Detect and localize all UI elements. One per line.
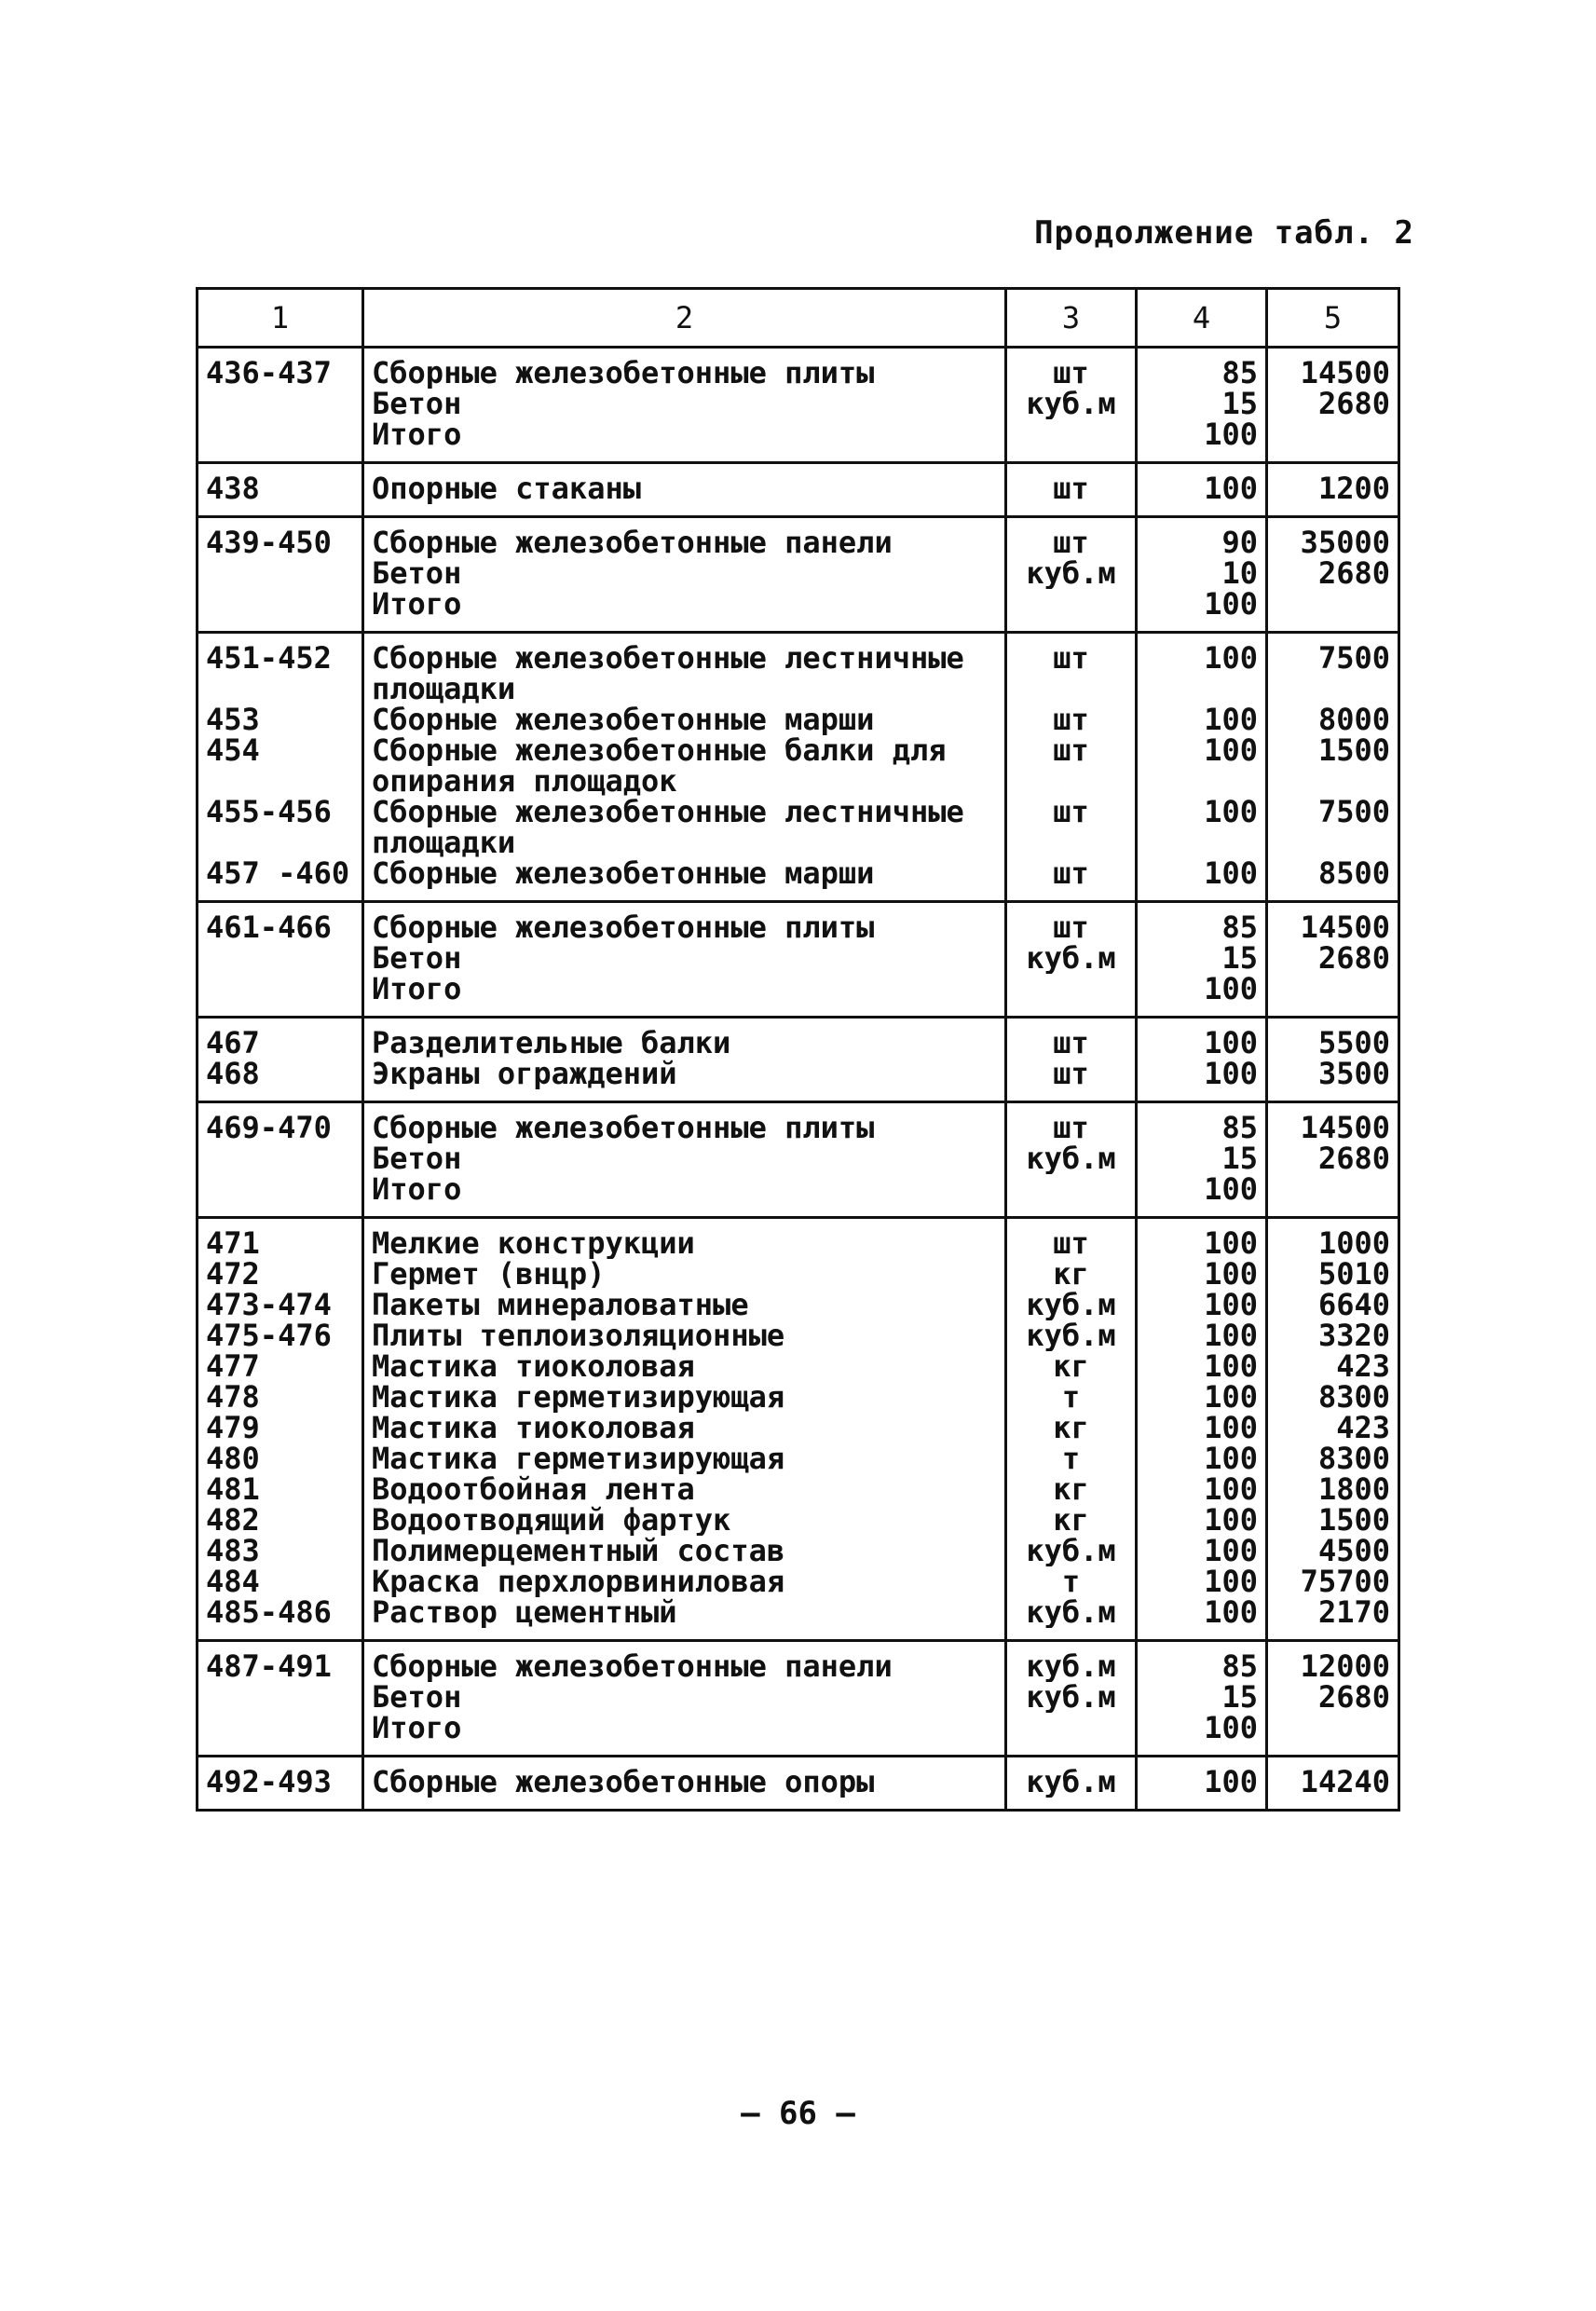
item-name-line: Бетон	[372, 1682, 462, 1713]
percent-line: 100	[1204, 1259, 1258, 1290]
price-line: 8300	[1317, 1443, 1390, 1474]
price-line: 1500	[1317, 1505, 1390, 1536]
header-col-3: 3	[1006, 289, 1137, 348]
item-number-line	[206, 1713, 354, 1744]
percent-line: 90	[1221, 527, 1258, 558]
item-number-line: 436-437	[206, 358, 332, 389]
item-number-line: 473-474	[206, 1290, 332, 1320]
item-name-line: Сборные железобетонные панели	[372, 527, 893, 558]
item-number-line	[206, 1143, 354, 1174]
percent-line: 15	[1221, 1682, 1258, 1713]
cell-item-number	[198, 348, 363, 463]
price-line	[1275, 419, 1390, 450]
price-line: 14500	[1300, 912, 1390, 943]
cell-item-number	[198, 463, 363, 517]
percent-line: 100	[1204, 1505, 1258, 1536]
percent-line: 100	[1204, 589, 1258, 620]
item-number-line: 482	[206, 1505, 260, 1536]
price-line: 3500	[1317, 1059, 1390, 1089]
price-line: 2170	[1317, 1597, 1390, 1628]
percent-line: 100	[1204, 1059, 1258, 1089]
item-number-line	[206, 827, 354, 858]
item-name-line: площадки	[372, 674, 516, 704]
table-row-group	[198, 463, 1399, 517]
item-number-line: 451-452	[206, 643, 332, 674]
cell-price	[1267, 902, 1399, 1018]
unit-line: кг	[1053, 1259, 1089, 1290]
header-col-4: 4	[1137, 289, 1267, 348]
item-name-line: Экраны ограждений	[372, 1059, 677, 1089]
cell-price	[1267, 1641, 1399, 1757]
item-name-line: Краска перхлорвиниловая	[372, 1566, 785, 1597]
unit-line: куб.м	[1026, 943, 1116, 974]
percent-line: 100	[1204, 1413, 1258, 1443]
cell-unit	[1006, 1757, 1137, 1811]
cell-item-number	[198, 1018, 363, 1102]
percent-line: 100	[1204, 1228, 1258, 1259]
unit-line: шт	[1053, 473, 1089, 504]
price-line: 8300	[1317, 1382, 1390, 1413]
price-line: 2680	[1317, 389, 1390, 419]
item-name-line: Сборные железобетонные опоры	[372, 1767, 875, 1798]
cell-unit	[1006, 1218, 1137, 1641]
unit-line	[1015, 589, 1127, 620]
price-line: 3320	[1317, 1320, 1390, 1351]
price-line: 7500	[1317, 797, 1390, 827]
unit-line: куб.м	[1026, 1143, 1116, 1174]
item-number-line: 468	[206, 1059, 260, 1089]
item-name-line: Сборные железобетонные плиты	[372, 912, 875, 943]
item-number-line	[206, 1682, 354, 1713]
table-row-group	[198, 1641, 1399, 1757]
unit-line: шт	[1053, 358, 1089, 389]
percent-line: 100	[1204, 1536, 1258, 1566]
percent-line: 100	[1204, 1382, 1258, 1413]
item-name-line: Мелкие конструкции	[372, 1228, 695, 1259]
item-number-line: 478	[206, 1382, 260, 1413]
cell-unit	[1006, 348, 1137, 463]
price-line: 12000	[1300, 1651, 1390, 1682]
percent-line: 15	[1221, 943, 1258, 974]
table-row-group	[198, 1102, 1399, 1218]
item-name-line: Разделительные балки	[372, 1028, 731, 1059]
item-name-line: Итого	[372, 974, 462, 1005]
item-number-line: 455-456	[206, 797, 332, 827]
cell-percent	[1137, 463, 1267, 517]
item-number-line: 483	[206, 1536, 260, 1566]
percent-line: 100	[1204, 419, 1258, 450]
unit-line	[1015, 674, 1127, 704]
item-name-line: Мастика тиоколовая	[372, 1351, 695, 1382]
table-row-group	[198, 517, 1399, 633]
unit-line: шт	[1053, 1059, 1089, 1089]
table-header-row	[198, 289, 1399, 348]
percent-line: 100	[1204, 1351, 1258, 1382]
unit-line	[1015, 419, 1127, 450]
cell-price	[1267, 348, 1399, 463]
unit-line: куб.м	[1026, 1682, 1116, 1713]
price-line: 1000	[1317, 1228, 1390, 1259]
item-name-line: Сборные железобетонные лестничные	[372, 643, 964, 674]
unit-line: шт	[1053, 643, 1089, 674]
cell-unit	[1006, 1102, 1137, 1218]
unit-line: куб.м	[1026, 1290, 1116, 1320]
item-name-line: Мастика герметизирующая	[372, 1382, 785, 1413]
unit-line: т	[1061, 1443, 1081, 1474]
percent-line	[1145, 766, 1258, 797]
percent-line	[1145, 674, 1258, 704]
cell-item-name	[363, 1102, 1006, 1218]
unit-line: кг	[1053, 1474, 1089, 1505]
unit-line: шт	[1053, 912, 1089, 943]
item-name-line: Пакеты минераловатные	[372, 1290, 749, 1320]
price-line: 6640	[1317, 1290, 1390, 1320]
unit-line: куб.м	[1026, 1651, 1116, 1682]
percent-line: 85	[1221, 358, 1258, 389]
cell-percent	[1137, 1641, 1267, 1757]
cell-percent	[1137, 1218, 1267, 1641]
percent-line	[1145, 827, 1258, 858]
cell-unit	[1006, 633, 1137, 902]
item-number-line	[206, 766, 354, 797]
item-name-line: Итого	[372, 1713, 462, 1744]
item-name-line: Водоотбойная лента	[372, 1474, 695, 1505]
percent-line: 100	[1204, 1320, 1258, 1351]
percent-line: 100	[1204, 858, 1258, 889]
unit-line: т	[1061, 1566, 1081, 1597]
header-col-1: 1	[198, 289, 363, 348]
unit-line: шт	[1053, 735, 1089, 766]
item-name-line: Мастика тиоколовая	[372, 1413, 695, 1443]
item-number-line	[206, 943, 354, 974]
price-line: 1200	[1317, 473, 1390, 504]
price-line	[1275, 589, 1390, 620]
unit-line: шт	[1053, 1228, 1089, 1259]
cell-item-number	[198, 902, 363, 1018]
item-name-line: Сборные железобетонные балки для	[372, 735, 947, 766]
percent-line: 15	[1221, 1143, 1258, 1174]
unit-line	[1015, 1174, 1127, 1205]
item-number-line: 485-486	[206, 1597, 332, 1628]
unit-line: т	[1061, 1382, 1081, 1413]
item-number-line: 454	[206, 735, 260, 766]
price-line: 14500	[1300, 1113, 1390, 1143]
item-number-line: 481	[206, 1474, 260, 1505]
price-line: 5500	[1317, 1028, 1390, 1059]
cell-item-name	[363, 348, 1006, 463]
percent-line: 100	[1204, 1713, 1258, 1744]
item-number-line	[206, 389, 354, 419]
unit-line	[1015, 1713, 1127, 1744]
percent-line: 100	[1204, 1028, 1258, 1059]
percent-line: 10	[1221, 558, 1258, 589]
price-line	[1275, 974, 1390, 1005]
unit-line: шт	[1053, 1028, 1089, 1059]
price-line	[1275, 827, 1390, 858]
cell-percent	[1137, 633, 1267, 902]
percent-line: 100	[1204, 797, 1258, 827]
cell-item-name	[363, 902, 1006, 1018]
item-name-line: Итого	[372, 1174, 462, 1205]
price-line: 5010	[1317, 1259, 1390, 1290]
item-name-line: Раствор цементный	[372, 1597, 677, 1628]
item-name-line: Бетон	[372, 389, 462, 419]
item-number-line	[206, 558, 354, 589]
cell-percent	[1137, 517, 1267, 633]
cell-item-name	[363, 633, 1006, 902]
cell-percent	[1137, 902, 1267, 1018]
unit-line: кг	[1053, 1351, 1089, 1382]
item-number-line	[206, 419, 354, 450]
table-row-group	[198, 1757, 1399, 1811]
item-number-line: 453	[206, 704, 260, 735]
item-number-line: 438	[206, 473, 260, 504]
price-line: 8500	[1317, 858, 1390, 889]
materials-table	[196, 287, 1400, 1812]
item-number-line	[206, 589, 354, 620]
unit-line	[1015, 766, 1127, 797]
header-col-2: 2	[363, 289, 1006, 348]
cell-item-number	[198, 517, 363, 633]
unit-line: куб.м	[1026, 558, 1116, 589]
cell-item-number	[198, 1218, 363, 1641]
item-name-line: опирания площадок	[372, 766, 677, 797]
percent-line: 85	[1221, 912, 1258, 943]
percent-line: 100	[1204, 1174, 1258, 1205]
item-number-line: 477	[206, 1351, 260, 1382]
item-name-line: Бетон	[372, 558, 462, 589]
table-body	[198, 348, 1399, 1811]
item-number-line: 484	[206, 1566, 260, 1597]
cell-price	[1267, 1218, 1399, 1641]
unit-line: шт	[1053, 527, 1089, 558]
item-number-line: 487-491	[206, 1651, 332, 1682]
unit-line: куб.м	[1026, 1536, 1116, 1566]
unit-line: куб.м	[1026, 1597, 1116, 1628]
item-number-line: 461-466	[206, 912, 332, 943]
unit-line	[1015, 827, 1127, 858]
cell-percent	[1137, 348, 1267, 463]
table-row-group	[198, 1218, 1399, 1641]
item-name-line: Сборные железобетонные марши	[372, 704, 875, 735]
item-name-line: Итого	[372, 589, 462, 620]
item-number-line	[206, 674, 354, 704]
price-line: 14240	[1300, 1767, 1390, 1798]
price-line	[1275, 1713, 1390, 1744]
item-number-line: 469-470	[206, 1113, 332, 1143]
cell-item-number	[198, 1641, 363, 1757]
price-line: 7500	[1317, 643, 1390, 674]
item-name-line: Плиты теплоизоляционные	[372, 1320, 785, 1351]
percent-line: 100	[1204, 1474, 1258, 1505]
cell-price	[1267, 1102, 1399, 1218]
item-number-line: 475-476	[206, 1320, 332, 1351]
cell-unit	[1006, 1018, 1137, 1102]
price-line	[1275, 766, 1390, 797]
percent-line: 85	[1221, 1651, 1258, 1682]
price-line	[1275, 674, 1390, 704]
unit-line: шт	[1053, 797, 1089, 827]
item-name-line: Бетон	[372, 943, 462, 974]
item-name-line: Водоотводящий фартук	[372, 1505, 731, 1536]
table-row-group	[198, 348, 1399, 463]
percent-line: 100	[1204, 1597, 1258, 1628]
item-name-line: Сборные железобетонные панели	[372, 1651, 893, 1682]
cell-item-number	[198, 1757, 363, 1811]
price-line: 1800	[1317, 1474, 1390, 1505]
price-line: 8000	[1317, 704, 1390, 735]
item-name-line: Сборные железобетонные плиты	[372, 1113, 875, 1143]
cell-unit	[1006, 517, 1137, 633]
cell-item-number	[198, 633, 363, 902]
item-number-line: 439-450	[206, 527, 332, 558]
cell-item-name	[363, 1757, 1006, 1811]
percent-line: 100	[1204, 1290, 1258, 1320]
item-name-line: Бетон	[372, 1143, 462, 1174]
percent-line: 100	[1204, 704, 1258, 735]
cell-item-name	[363, 1018, 1006, 1102]
cell-price	[1267, 463, 1399, 517]
item-name-line: Опорные стаканы	[372, 473, 641, 504]
cell-unit	[1006, 463, 1137, 517]
table-row-group	[198, 633, 1399, 902]
item-number-line: 472	[206, 1259, 260, 1290]
page-number: – 66 –	[741, 2095, 855, 2132]
item-name-line: Сборные железобетонные плиты	[372, 358, 875, 389]
item-number-line: 480	[206, 1443, 260, 1474]
cell-item-name	[363, 463, 1006, 517]
cell-item-name	[363, 1218, 1006, 1641]
cell-price	[1267, 1757, 1399, 1811]
unit-line: кг	[1053, 1505, 1089, 1536]
item-number-line: 467	[206, 1028, 260, 1059]
cell-unit	[1006, 902, 1137, 1018]
price-line: 1500	[1317, 735, 1390, 766]
price-line: 423	[1336, 1413, 1390, 1443]
percent-line: 100	[1204, 473, 1258, 504]
cell-percent	[1137, 1757, 1267, 1811]
item-name-line: Итого	[372, 419, 462, 450]
price-line: 2680	[1317, 558, 1390, 589]
unit-line	[1015, 974, 1127, 1005]
cell-percent	[1137, 1102, 1267, 1218]
percent-line: 100	[1204, 1767, 1258, 1798]
percent-line: 85	[1221, 1113, 1258, 1143]
percent-line: 15	[1221, 389, 1258, 419]
unit-line: шт	[1053, 858, 1089, 889]
item-name-line: площадки	[372, 827, 516, 858]
table-row-group	[198, 902, 1399, 1018]
table-caption: Продолжение табл. 2	[1034, 214, 1414, 252]
unit-line: кг	[1053, 1413, 1089, 1443]
item-name-line: Полимерцементный состав	[372, 1536, 785, 1566]
item-number-line	[206, 974, 354, 1005]
item-name-line: Гермет (внцр)	[372, 1259, 606, 1290]
price-line: 2680	[1317, 1143, 1390, 1174]
price-line: 423	[1336, 1351, 1390, 1382]
item-number-line	[206, 1174, 354, 1205]
price-line	[1275, 1174, 1390, 1205]
cell-unit	[1006, 1641, 1137, 1757]
percent-line: 100	[1204, 735, 1258, 766]
unit-line: куб.м	[1026, 1767, 1116, 1798]
percent-line: 100	[1204, 974, 1258, 1005]
cell-price	[1267, 1018, 1399, 1102]
unit-line: куб.м	[1026, 389, 1116, 419]
percent-line: 100	[1204, 1443, 1258, 1474]
unit-line: шт	[1053, 1113, 1089, 1143]
item-name-line: Сборные железобетонные марши	[372, 858, 875, 889]
cell-item-name	[363, 1641, 1006, 1757]
item-number-line: 492-493	[206, 1767, 332, 1798]
price-line: 35000	[1300, 527, 1390, 558]
header-col-5: 5	[1267, 289, 1399, 348]
cell-item-number	[198, 1102, 363, 1218]
cell-price	[1267, 633, 1399, 902]
price-line: 4500	[1317, 1536, 1390, 1566]
unit-line: куб.м	[1026, 1320, 1116, 1351]
price-line: 2680	[1317, 1682, 1390, 1713]
item-number-line: 479	[206, 1413, 260, 1443]
cell-price	[1267, 517, 1399, 633]
price-line: 14500	[1300, 358, 1390, 389]
cell-percent	[1137, 1018, 1267, 1102]
price-line: 2680	[1317, 943, 1390, 974]
table-row-group	[198, 1018, 1399, 1102]
unit-line: шт	[1053, 704, 1089, 735]
item-number-line: 457 -460	[206, 858, 350, 889]
item-number-line: 471	[206, 1228, 260, 1259]
percent-line: 100	[1204, 1566, 1258, 1597]
cell-item-name	[363, 517, 1006, 633]
item-name-line: Сборные железобетонные лестничные	[372, 797, 964, 827]
item-name-line: Мастика герметизирующая	[372, 1443, 785, 1474]
price-line: 75700	[1300, 1566, 1390, 1597]
percent-line: 100	[1204, 643, 1258, 674]
